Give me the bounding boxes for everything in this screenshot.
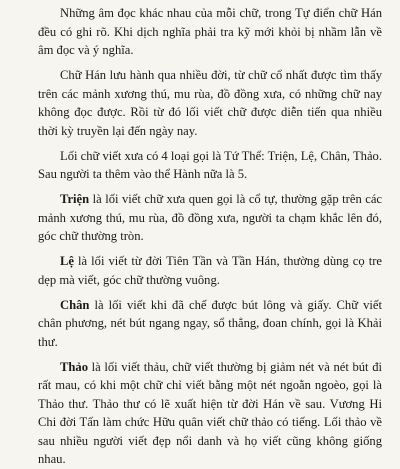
paragraph-text: Những âm đọc khác nhau của mỗi chữ, trong Tự điển chữ Hán đều có ghi rõ. Khi dịch nghĩa phải tra kỹ mới khỏi bị nhầm lẫn về âm đọc và ý nghĩa.: [38, 6, 382, 57]
term-chan: Chân: [60, 297, 90, 312]
paragraph-four-styles: [38, 147, 382, 184]
paragraph-chan: [38, 296, 382, 352]
term-trien: Triện: [60, 192, 90, 206]
paragraph-text: Lối chữ viết xưa có 4 loại gọi là Tứ Thể: Triện, Lệ, Chân, Thảo. Sau người ta thêm vào thể Hành nữa là 5.: [38, 148, 382, 181]
paragraph-history: [38, 66, 382, 140]
paragraph-le: [38, 252, 382, 289]
paragraph-text: là lối viết từ đời Tiên Tần và Tần Hán, thường dùng cọ tre dẹp mà viết, góc chữ thường vuông.: [38, 254, 382, 287]
paragraph-text: là lối viết chữ xưa quen gọi là cổ tự, thường gặp trên các mảnh xương thú, mu rùa, đồ đồng xưa, người ta chạm khắc lên đó, góc chữ thường tròn.: [38, 192, 382, 243]
paragraph-intro: [38, 4, 382, 60]
paragraph-text: Chữ Hán lưu hành qua nhiều đời, từ chữ cổ nhất được tìm thấy trên các mảnh xương thú, mu rùa, đồ đồng xưa, có những chữ nay không đọc được. Rồi từ đó lối viết chữ được diễn tiến qua nhiều thời kỳ truyền lại đến ngày nay.: [38, 68, 382, 138]
paragraph-text: là lối viết khi đã chế được bút lông và giấy. Chữ viết chân phương, nét bút ngang ngay, sổ thẳng, đoan chính, gọi là Khải thư.: [38, 297, 382, 349]
paragraph-thao: [38, 358, 382, 469]
paragraph-trien: [38, 190, 382, 246]
term-le: Lệ: [60, 254, 74, 268]
paragraph-text: là lối viết thảu, chữ viết thường bị giảm nét và nét bút đi rất mau, có khi một chữ chỉ viết bằng một nét ngoằn ngoèo, gọi là Thảo thư. Thảo thư có lẽ xuất hiện từ đời Hán về sau. Vương Hi Chi đời Tấn làm chức Hữu quân viết chữ thảo có tiếng. Lối thảo về sau nhiều người viết đẹp nổi danh và họ viết cũng không giống nhau.: [38, 359, 382, 466]
term-thao: Thảo: [60, 359, 88, 374]
